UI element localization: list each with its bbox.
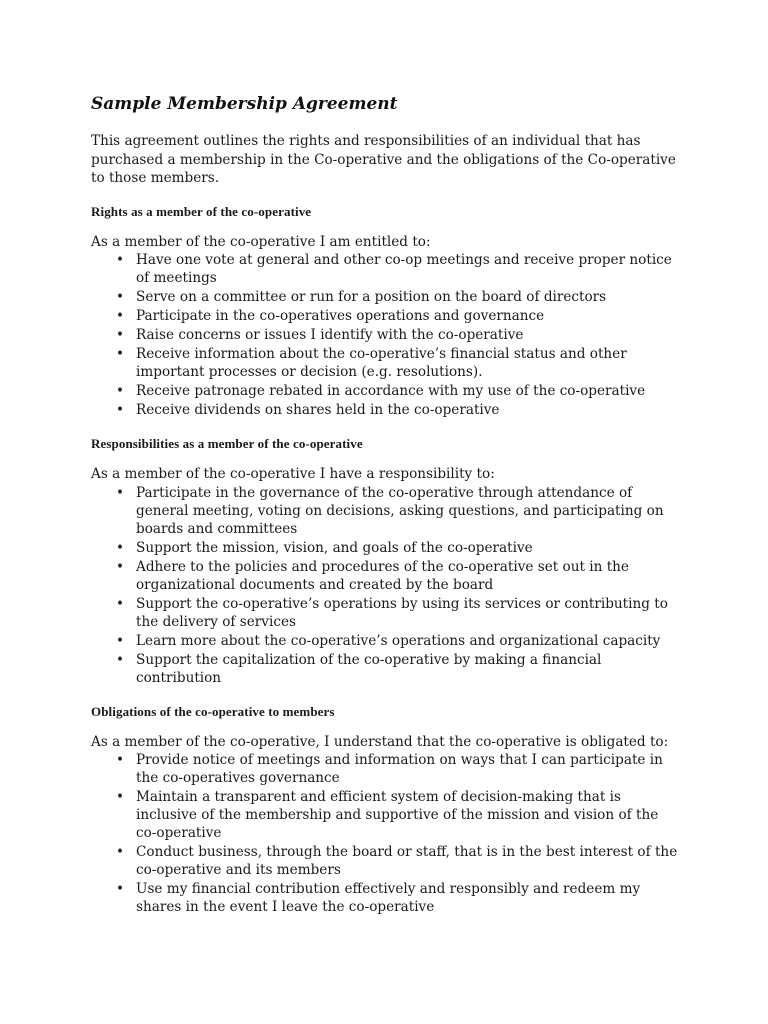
section-lead: As a member of the co-operative, I understand that the co-operative is obligated to:	[91, 733, 669, 750]
list-item	[91, 651, 681, 687]
list-item-text: Conduct business, through the board or staff, that is in the best interest of the co-operative and its members	[136, 844, 678, 878]
document-page	[91, 94, 681, 933]
bullet-list	[91, 251, 681, 419]
list-item	[91, 326, 681, 344]
bullet-list	[91, 484, 681, 687]
list-item-text: Maintain a transparent and efficient system of decision-making that is inclusive of the membership and supportive of the mission and vision of the co-operative	[136, 789, 659, 841]
list-item	[91, 382, 681, 400]
document-title: Sample Membership Agreement	[91, 94, 398, 114]
bullet-icon: •	[116, 844, 125, 860]
list-item	[91, 558, 681, 594]
list-item-text: Use my financial contribution effectively and responsibly and redeem my shares in the event I leave the co-operative	[136, 881, 641, 915]
section-heading: Responsibilities as a member of the co-operative	[91, 436, 363, 451]
list-item-text: Raise concerns or issues I identify with the co-operative	[136, 327, 524, 343]
list-item-text: Support the capitalization of the co-operative by making a financial contribution	[136, 651, 602, 686]
list-item	[91, 751, 681, 787]
bullet-icon: •	[116, 539, 125, 556]
list-item	[91, 288, 681, 306]
list-item-text: Receive information about the co-operative’s financial status and other important processes or decision (e.g. resolutions).	[136, 346, 627, 380]
bullet-list	[91, 751, 681, 916]
section-rights	[91, 204, 681, 420]
bullet-icon: •	[116, 752, 125, 768]
list-item-text: Receive patronage rebated in accordance with my use of the co-operative	[136, 383, 646, 399]
section-responsibilities	[91, 436, 681, 687]
list-item-text: Participate in the governance of the co-operative through attendance of general meeting, voting on decisions, asking questions, and participating on boards and committees	[136, 484, 664, 537]
bullet-icon: •	[116, 327, 125, 343]
list-item	[91, 595, 681, 631]
list-item	[91, 345, 681, 381]
list-item	[91, 307, 681, 325]
bullet-icon: •	[116, 484, 125, 501]
section-heading: Obligations of the co-operative to members	[91, 703, 335, 719]
list-item	[91, 251, 681, 287]
bullet-icon: •	[116, 402, 125, 418]
list-item-text: Have one vote at general and other co-op meetings and receive proper notice of meetings	[136, 252, 672, 286]
section-obligations	[91, 704, 681, 917]
list-item	[91, 484, 681, 538]
list-item-text: Adhere to the policies and procedures of the co-operative set out in the organizational documents and created by the board	[136, 558, 629, 593]
list-item-text: Support the mission, vision, and goals of the co-operative	[136, 539, 533, 556]
list-item	[91, 401, 681, 419]
bullet-icon: •	[116, 558, 125, 575]
bullet-icon: •	[116, 651, 125, 668]
bullet-icon: •	[116, 881, 125, 897]
bullet-icon: •	[116, 308, 125, 324]
bullet-icon: •	[116, 789, 125, 805]
list-item-text: Receive dividends on shares held in the co-operative	[136, 402, 500, 418]
list-item-text: Serve on a committee or run for a position on the board of directors	[136, 289, 607, 305]
list-item-text: Support the co-operative’s operations by using its services or contributing to the delivery of services	[136, 595, 668, 630]
list-item	[91, 788, 681, 842]
list-item-text: Learn more about the co-operative’s operations and organizational capacity	[136, 632, 661, 649]
bullet-icon: •	[116, 252, 125, 268]
section-lead: As a member of the co-operative I am entitled to:	[91, 233, 431, 250]
list-item	[91, 880, 681, 916]
list-item-text: Participate in the co-operatives operations and governance	[136, 308, 545, 324]
bullet-icon: •	[116, 383, 125, 399]
bullet-icon: •	[116, 595, 125, 612]
section-heading: Rights as a member of the co-operative	[91, 203, 312, 219]
list-item-text: Provide notice of meetings and information on ways that I can participate in the co-operatives governance	[136, 752, 663, 786]
bullet-icon: •	[116, 346, 125, 362]
list-item	[91, 539, 681, 557]
list-item	[91, 632, 681, 650]
section-lead: As a member of the co-operative I have a responsibility to:	[91, 466, 495, 482]
bullet-icon: •	[116, 289, 125, 305]
intro-paragraph: This agreement outlines the rights and responsibilities of an individual that has purchased a membership in the Co-operative and the obligations of the Co-operative to those members.	[91, 133, 676, 186]
bullet-icon: •	[116, 632, 125, 649]
list-item	[91, 843, 681, 879]
